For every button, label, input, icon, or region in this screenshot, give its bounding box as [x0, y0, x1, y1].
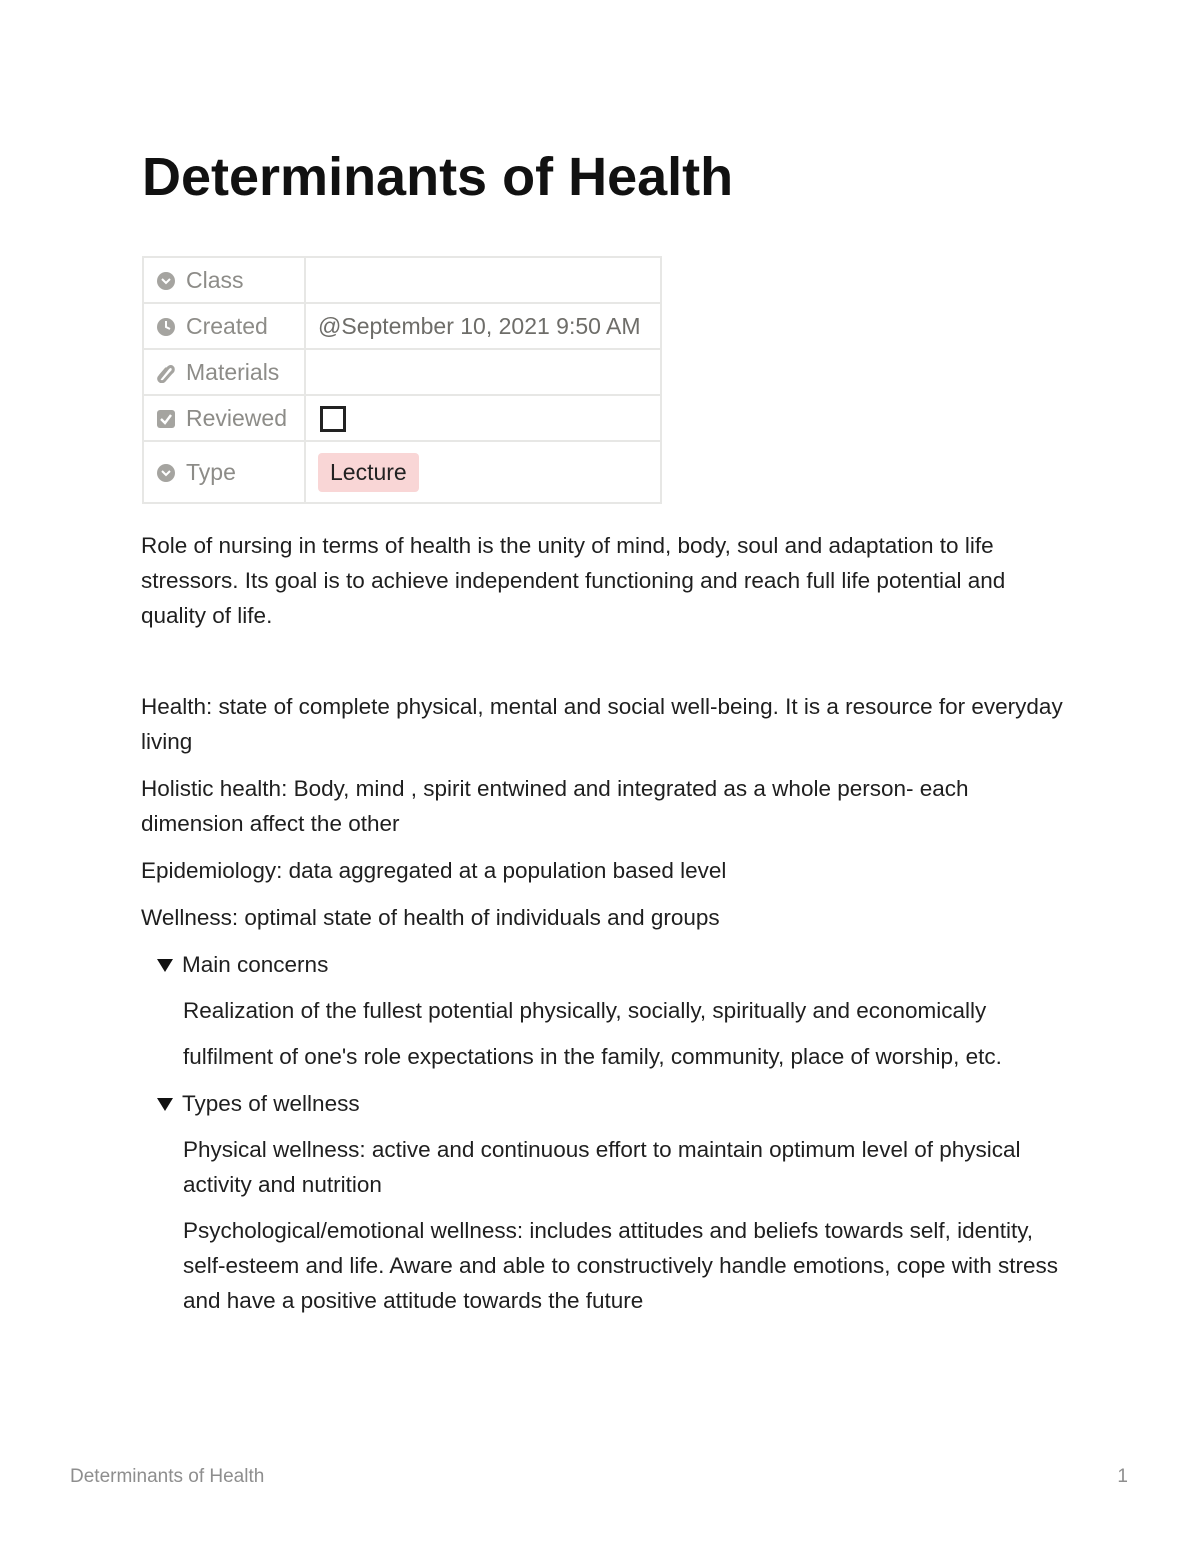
page-number: 1 — [1117, 1466, 1128, 1487]
list-item: Physical wellness: active and continuous effort to maintain optimum level of physical activity and nutrition — [183, 1137, 1021, 1197]
checkbox-property-icon — [156, 409, 176, 429]
property-value-reviewed — [305, 395, 661, 441]
triangle-down-icon[interactable] — [157, 959, 173, 972]
type-tag[interactable]: Lecture — [318, 453, 419, 492]
property-key-cell — [143, 303, 305, 349]
epidemiology-definition: Epidemiology: data aggregated at a population based level — [141, 858, 727, 883]
property-row-reviewed — [143, 395, 661, 441]
footer-title: Determinants of Health — [70, 1466, 265, 1487]
page-content — [141, 528, 1071, 1318]
property-key: Created — [186, 312, 268, 339]
toggle-body — [183, 993, 1071, 1074]
list-item: Realization of the fullest potential physically, socially, spiritually and economically — [183, 998, 987, 1023]
property-key: Materials — [186, 358, 280, 385]
toggle-header[interactable] — [157, 947, 1071, 982]
list-item: fulfilment of one's role expectations in the family, community, place of worship, etc. — [183, 1044, 1002, 1069]
select-icon — [156, 463, 176, 483]
property-row-type — [143, 441, 661, 503]
list-item: Psychological/emotional wellness: includes attitudes and beliefs towards self, identity, self-esteem and life. Aware and able to constructively handle emotions, cope with stress and have a positive attitude towards the future — [183, 1218, 1059, 1313]
select-icon — [156, 271, 176, 291]
properties-table — [142, 256, 662, 504]
reviewed-checkbox[interactable] — [320, 406, 346, 432]
page-title: Determinants of Health — [142, 147, 734, 207]
property-row-materials — [143, 349, 661, 395]
triangle-down-icon[interactable] — [157, 1098, 173, 1111]
property-key-cell — [143, 395, 305, 441]
health-definition: Health: state of complete physical, mental and social well-being. It is a resource for everyday living — [141, 694, 1063, 754]
property-row-class — [143, 257, 661, 303]
property-key-cell — [143, 257, 305, 303]
holistic-definition: Holistic health: Body, mind , spirit entwined and integrated as a whole person- each dimension affect the other — [141, 776, 969, 836]
property-row-created — [143, 303, 661, 349]
property-value-materials[interactable] — [305, 349, 661, 395]
property-key: Class — [186, 266, 244, 293]
property-key-cell — [143, 349, 305, 395]
property-value-class[interactable] — [305, 257, 661, 303]
toggle-body — [183, 1132, 1071, 1318]
property-value-type — [305, 441, 661, 503]
toggle-title: Main concerns — [182, 952, 329, 977]
property-key: Type — [186, 458, 236, 485]
clock-icon — [156, 317, 176, 337]
intro-paragraph: Role of nursing in terms of health is the unity of mind, body, soul and adaptation to life stressors. Its goal is to achieve independent functioning and reach full life potential and quality of life. — [141, 533, 1006, 628]
toggle-main-concerns — [157, 947, 1071, 1074]
toggle-title: Types of wellness — [182, 1091, 360, 1116]
toggle-header[interactable] — [157, 1086, 1071, 1121]
wellness-definition: Wellness: optimal state of health of individuals and groups — [141, 905, 720, 930]
toggle-types-of-wellness — [157, 1086, 1071, 1318]
property-key-cell — [143, 441, 305, 503]
attachment-icon — [156, 363, 176, 383]
property-value-created[interactable]: @September 10, 2021 9:50 AM — [305, 303, 661, 349]
property-key: Reviewed — [186, 404, 287, 431]
